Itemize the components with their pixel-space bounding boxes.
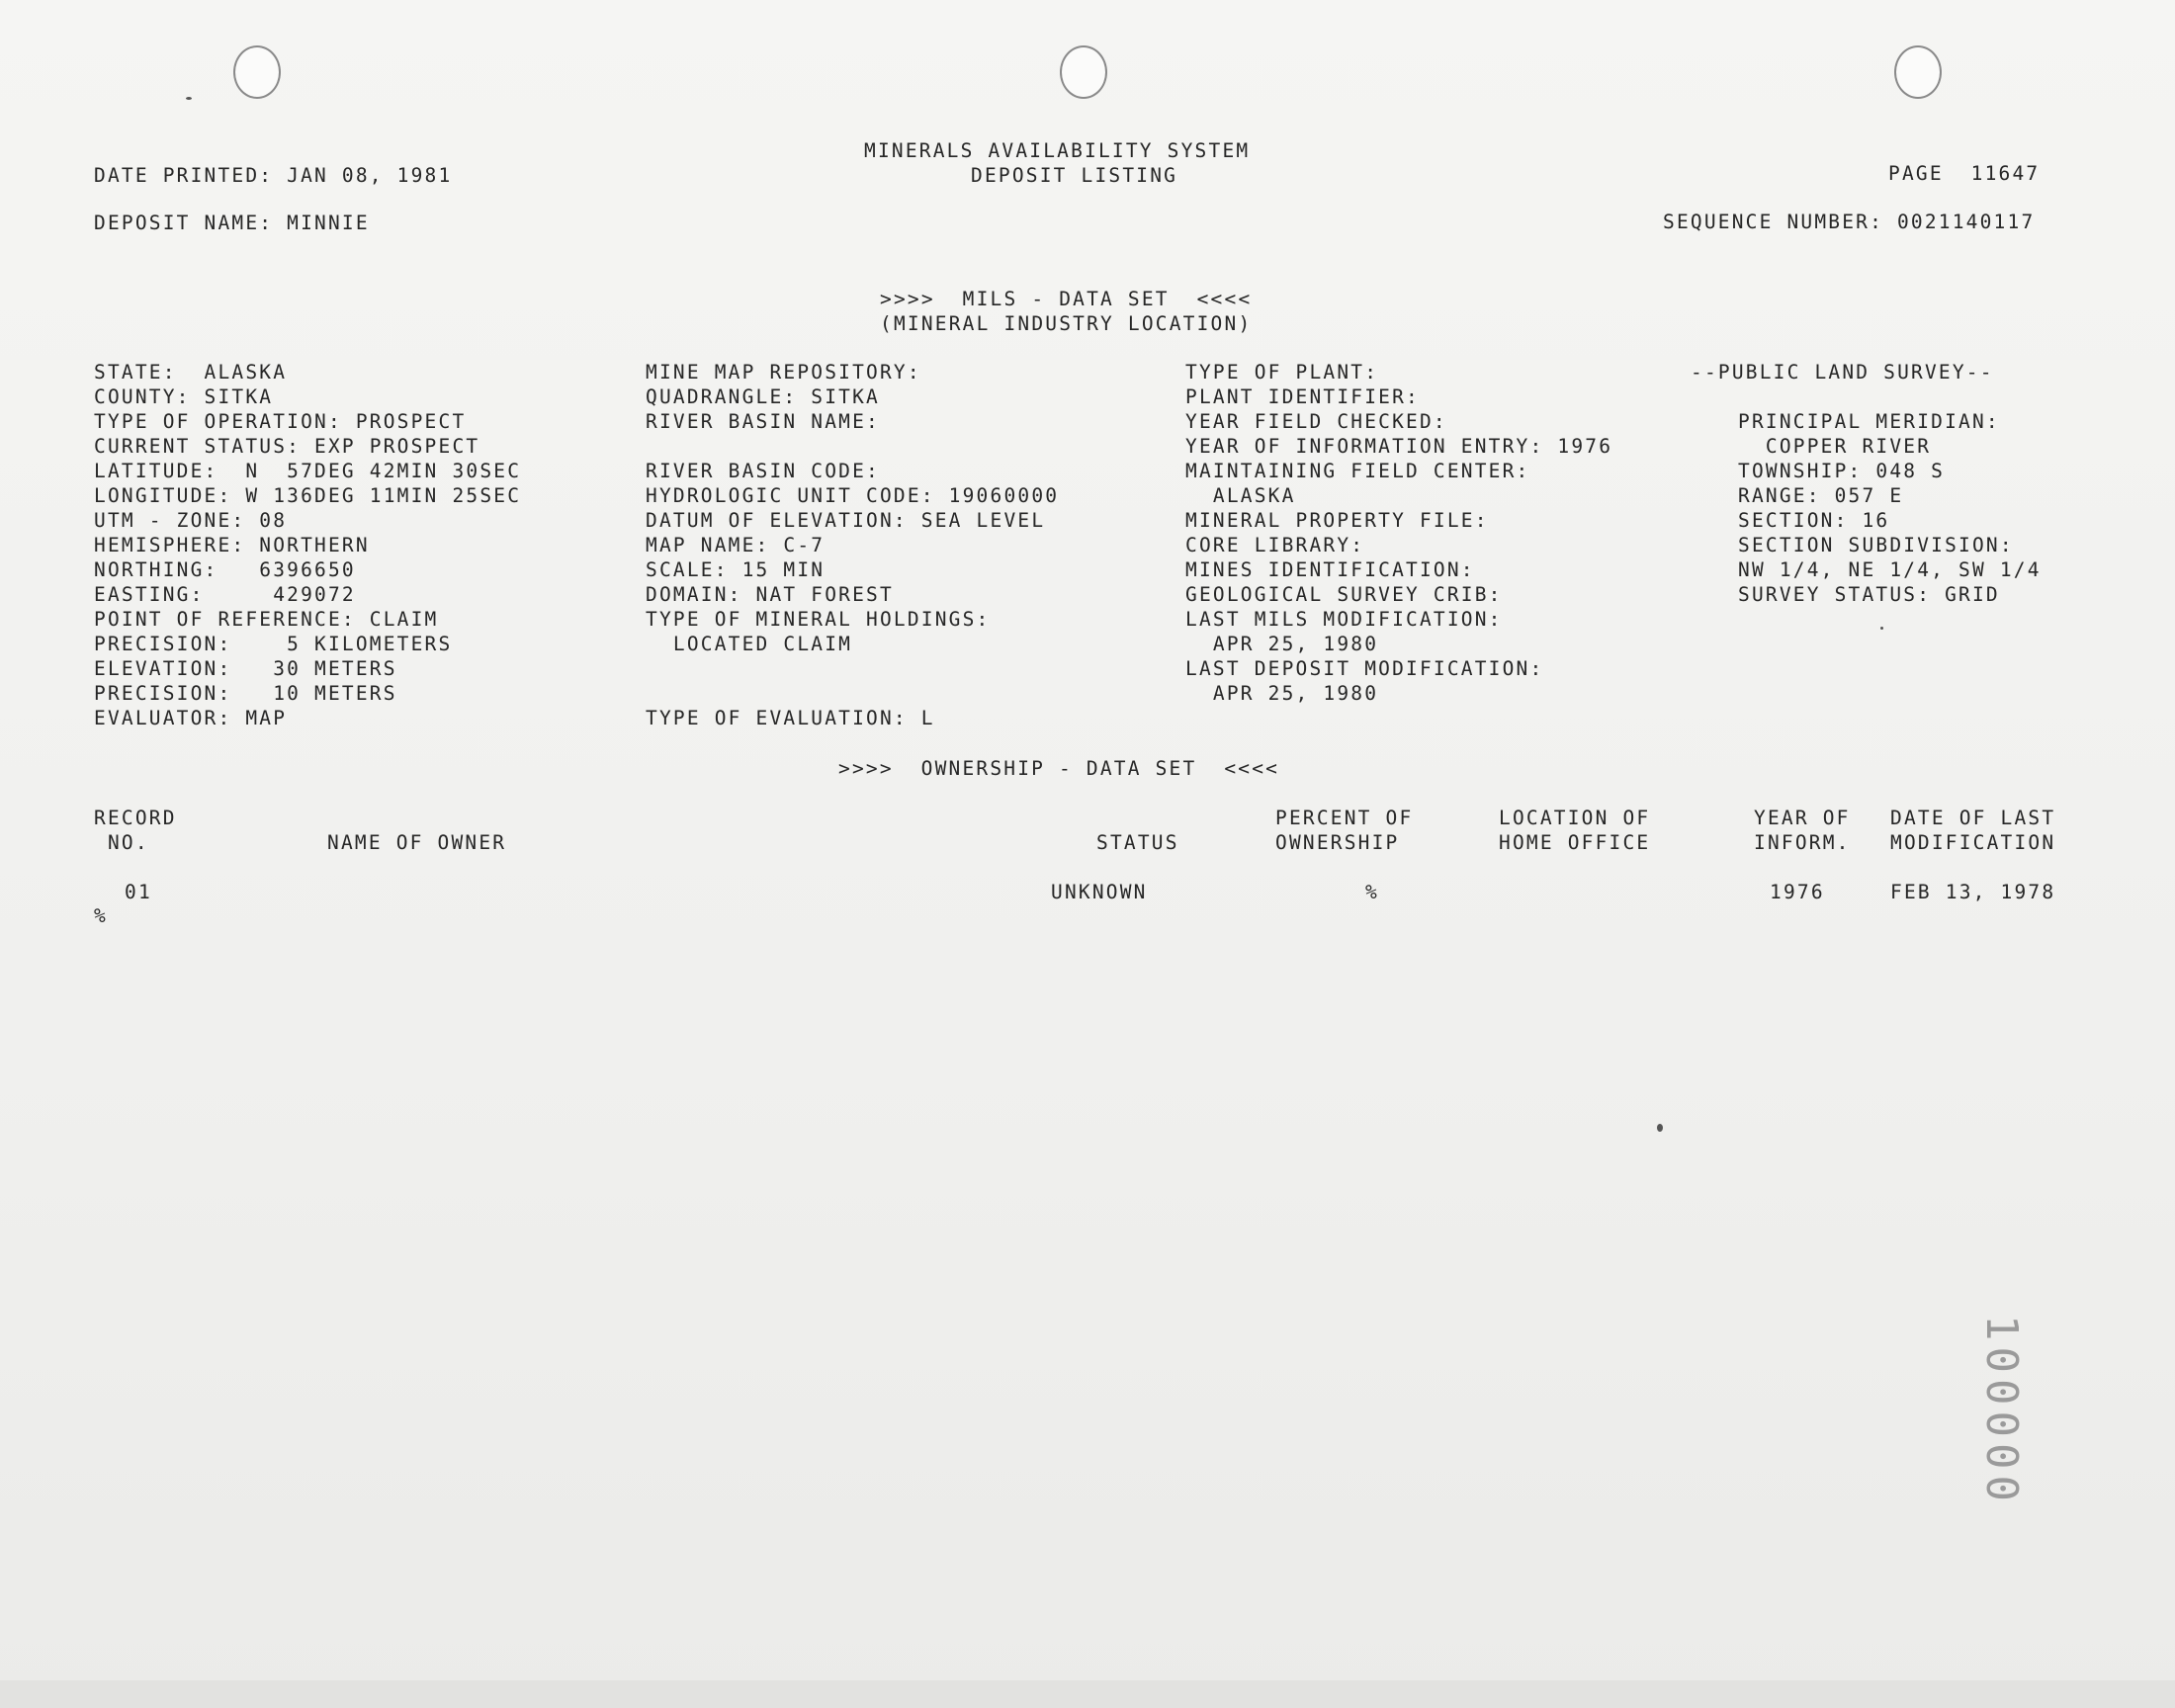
field-river-basin-code: RIVER BASIN CODE: <box>646 460 880 482</box>
binder-hole-right <box>1894 45 1942 99</box>
binder-hole-left <box>233 45 281 99</box>
blank-line <box>646 656 1059 681</box>
field-section: SECTION: 16 <box>1738 509 1890 532</box>
ownership-section-title: >>>> OWNERSHIP - DATA SET <<<< <box>838 757 1280 780</box>
field-evaluator: EVALUATOR: MAP <box>94 707 288 729</box>
header-year-of: YEAR OF <box>1754 807 1851 829</box>
header-name-of-owner: NAME OF OWNER <box>327 831 507 854</box>
field-field-center-value: ALASKA <box>1185 484 1296 507</box>
field-section-subdivision-value: NW 1/4, NE 1/4, SW 1/4 <box>1738 558 2042 581</box>
ownership-percent: % <box>1365 881 1379 903</box>
field-last-mils-modification-date: APR 25, 1980 <box>1185 633 1379 655</box>
ownership-date: FEB 13, 1978 <box>1890 881 2056 903</box>
field-northing: NORTHING: 6396650 <box>94 558 356 581</box>
field-quadrangle: QUADRANGLE: SITKA <box>646 385 880 408</box>
header-location-of: LOCATION OF <box>1499 807 1651 829</box>
header-inform: INFORM. <box>1754 831 1851 854</box>
field-principal-meridian-value: COPPER RIVER <box>1738 435 1932 458</box>
page-number: PAGE 11647 <box>1888 162 2041 185</box>
field-scale: SCALE: 15 MIN <box>646 558 826 581</box>
field-section-subdivision: SECTION SUBDIVISION: <box>1738 534 2014 556</box>
side-stamp: 100000 <box>1976 1315 2027 1507</box>
field-maintaining-field-center: MAINTAINING FIELD CENTER: <box>1185 460 1530 482</box>
field-point-of-reference: POINT OF REFERENCE: CLAIM <box>94 608 439 631</box>
field-precision-distance: PRECISION: 5 KILOMETERS <box>94 633 453 655</box>
header-percent-of: PERCENT OF <box>1275 807 1414 829</box>
field-county: COUNTY: SITKA <box>94 385 274 408</box>
header-modification: MODIFICATION <box>1890 831 2056 854</box>
mils-column-land-survey <box>1691 360 2042 607</box>
field-type-of-plant: TYPE OF PLANT: <box>1185 361 1379 384</box>
field-mine-map-repository: MINE MAP REPOSITORY: <box>646 361 921 384</box>
field-mines-identification: MINES IDENTIFICATION: <box>1185 558 1475 581</box>
field-range: RANGE: 057 E <box>1738 484 1904 507</box>
field-river-basin-name: RIVER BASIN NAME: <box>646 410 880 433</box>
field-mineral-holdings-value: LOCATED CLAIM <box>646 633 853 655</box>
field-geological-survey-crib: GEOLOGICAL SURVEY CRIB: <box>1185 583 1503 606</box>
ownership-status: UNKNOWN <box>1051 881 1148 903</box>
field-township: TOWNSHIP: 048 S <box>1738 460 1946 482</box>
deposit-name: DEPOSIT NAME: MINNIE <box>94 212 370 234</box>
field-core-library: CORE LIBRARY: <box>1185 534 1365 556</box>
field-type-of-operation: TYPE OF OPERATION: PROSPECT <box>94 410 467 433</box>
blank-line <box>646 434 1059 459</box>
print-speck <box>186 97 192 100</box>
field-last-deposit-modification-date: APR 25, 1980 <box>1185 682 1379 705</box>
field-precision-elevation: PRECISION: 10 METERS <box>94 682 397 705</box>
field-principal-meridian: PRINCIPAL MERIDIAN: <box>1738 410 2000 433</box>
header-record-no: NO. <box>94 831 149 854</box>
ownership-record-number: 01 <box>125 881 152 903</box>
mils-section-title: >>>> MILS - DATA SET <<<< <box>880 288 1253 310</box>
mils-column-location <box>94 360 521 730</box>
field-year-of-information-entry: YEAR OF INFORMATION ENTRY: 1976 <box>1185 435 1613 458</box>
field-year-field-checked: YEAR FIELD CHECKED: <box>1185 410 1447 433</box>
page-bottom-edge <box>0 1680 2175 1708</box>
field-survey-status: SURVEY STATUS: GRID <box>1738 583 2000 606</box>
field-map-name: MAP NAME: C-7 <box>646 534 826 556</box>
field-type-of-mineral-holdings: TYPE OF MINERAL HOLDINGS: <box>646 608 991 631</box>
binder-hole-center <box>1060 45 1107 99</box>
field-latitude: LATITUDE: N 57DEG 42MIN 30SEC <box>94 460 522 482</box>
field-plant-identifier: PLANT IDENTIFIER: <box>1185 385 1420 408</box>
header-ownership: OWNERSHIP <box>1275 831 1400 854</box>
blank-line <box>1691 384 2042 409</box>
field-easting: EASTING: 429072 <box>94 583 356 606</box>
field-last-mils-modification: LAST MILS MODIFICATION: <box>1185 608 1503 631</box>
mils-column-plant <box>1185 360 1612 706</box>
print-speck <box>1657 1124 1663 1132</box>
ownership-year: 1976 <box>1770 881 1825 903</box>
field-last-deposit-modification: LAST DEPOSIT MODIFICATION: <box>1185 657 1544 680</box>
print-speck <box>1880 627 1883 630</box>
header-home-office: HOME OFFICE <box>1499 831 1651 854</box>
ownership-trailer: % <box>94 904 108 927</box>
mils-column-maps <box>646 360 1059 730</box>
mils-section-subtitle: (MINERAL INDUSTRY LOCATION) <box>880 312 1253 335</box>
listing-title: DEPOSIT LISTING <box>971 164 1178 187</box>
header-record: RECORD <box>94 807 177 829</box>
field-hemisphere: HEMISPHERE: NORTHERN <box>94 534 370 556</box>
field-datum-of-elevation: DATUM OF ELEVATION: SEA LEVEL <box>646 509 1046 532</box>
sequence-number: SEQUENCE NUMBER: 0021140117 <box>1663 211 2036 233</box>
field-type-of-evaluation: TYPE OF EVALUATION: L <box>646 707 935 729</box>
blank-line <box>646 681 1059 706</box>
header-status: STATUS <box>1096 831 1179 854</box>
date-printed: DATE PRINTED: JAN 08, 1981 <box>94 164 453 187</box>
field-mineral-property-file: MINERAL PROPERTY FILE: <box>1185 509 1489 532</box>
system-title: MINERALS AVAILABILITY SYSTEM <box>864 139 1251 162</box>
field-domain: DOMAIN: NAT FOREST <box>646 583 894 606</box>
field-longitude: LONGITUDE: W 136DEG 11MIN 25SEC <box>94 484 522 507</box>
field-elevation: ELEVATION: 30 METERS <box>94 657 397 680</box>
field-current-status: CURRENT STATUS: EXP PROSPECT <box>94 435 480 458</box>
field-hydrologic-unit-code: HYDROLOGIC UNIT CODE: 19060000 <box>646 484 1060 507</box>
public-land-survey-heading: --PUBLIC LAND SURVEY-- <box>1691 361 1994 384</box>
field-state: STATE: ALASKA <box>94 361 288 384</box>
field-utm-zone: UTM - ZONE: 08 <box>94 509 288 532</box>
header-date-of-last: DATE OF LAST <box>1890 807 2056 829</box>
